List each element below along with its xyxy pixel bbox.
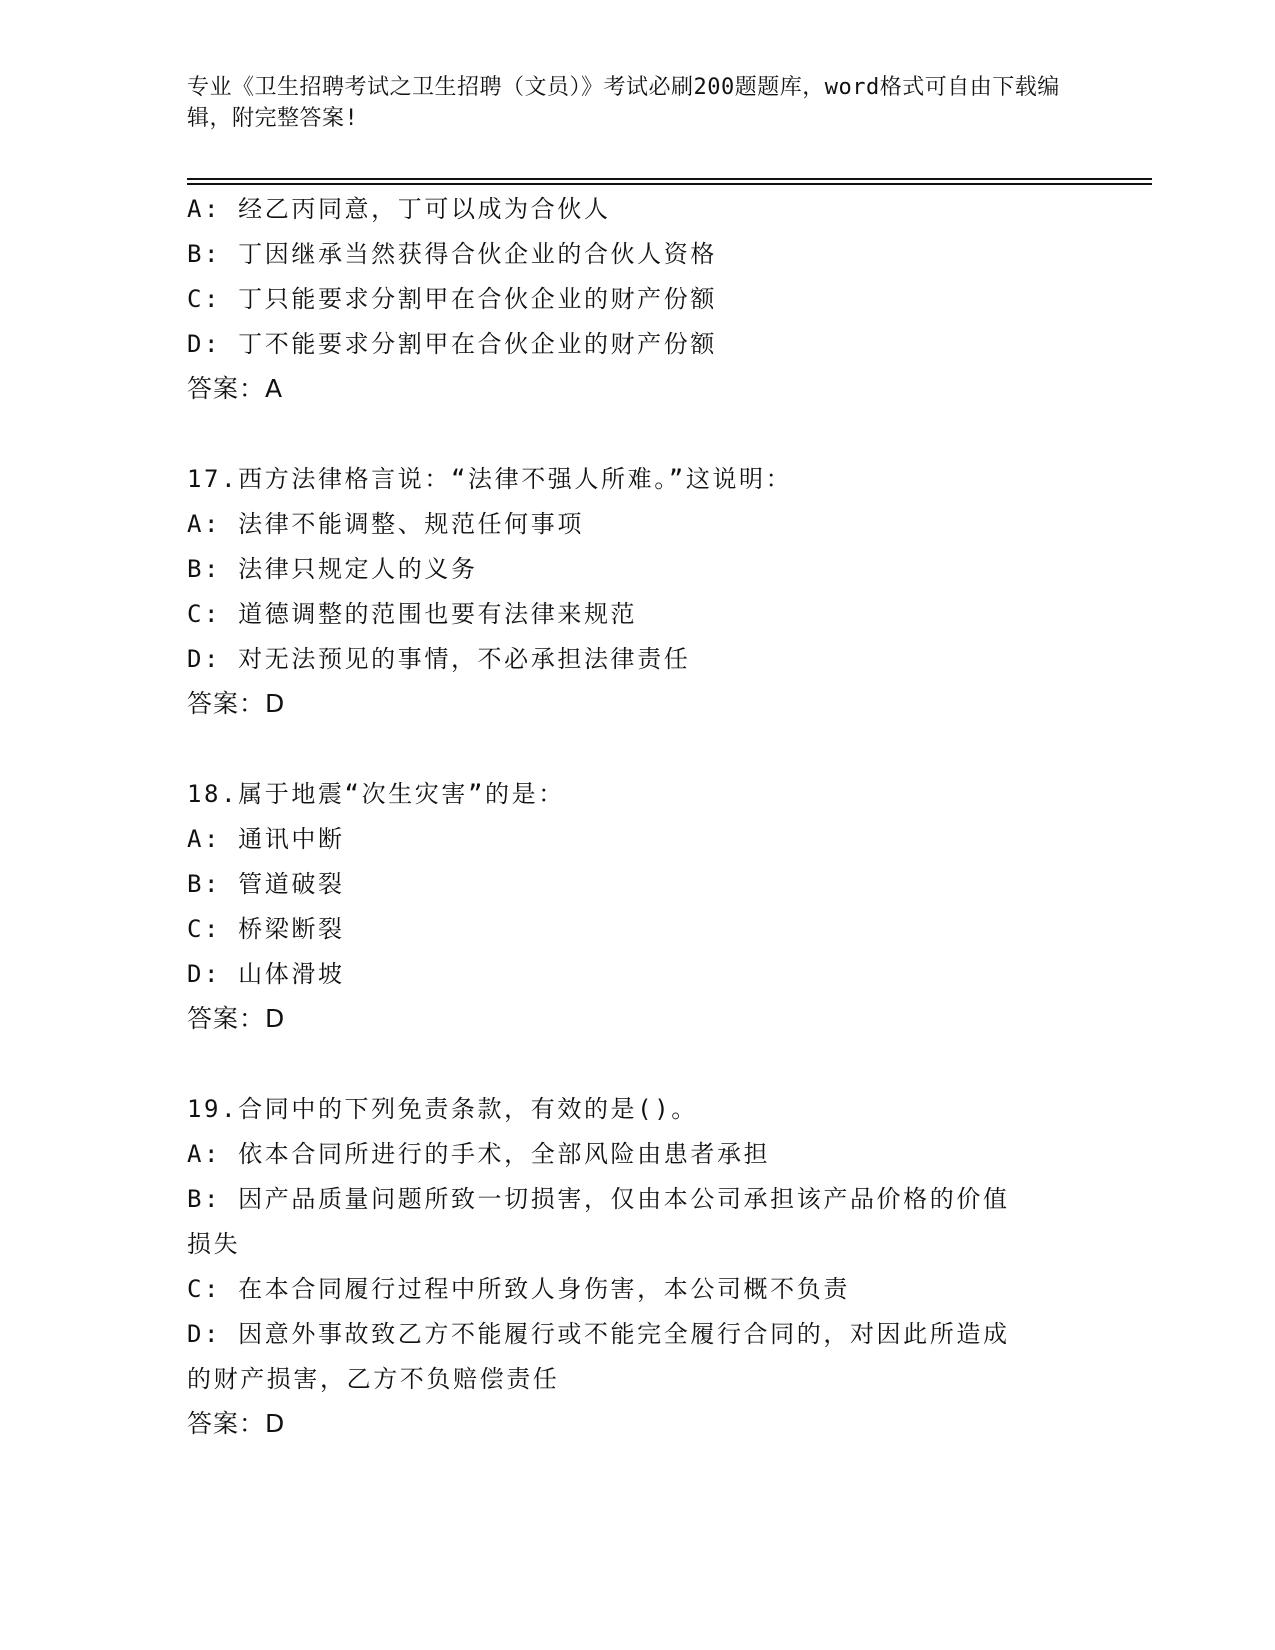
q19-option-a: A: 依本合同所进行的手术，全部风险由患者承担: [187, 1140, 771, 1168]
q19-option-c: C: 在本合同履行过程中所致人身伤害，本公司概不负责: [187, 1275, 850, 1303]
q19-option-b: B: 因产品质量问题所致一切损害，仅由本公司承担该产品价格的价值: [187, 1185, 1010, 1213]
q16-option-c: C: 丁只能要求分割甲在合伙企业的财产份额: [187, 285, 717, 313]
q17-option-c: C: 道德调整的范围也要有法律来规范: [187, 600, 638, 628]
q18-option-c: C: 桥梁断裂: [187, 915, 345, 943]
q17-answer: 答案：D: [187, 689, 286, 718]
header-rule-bottom: [187, 183, 1152, 185]
q16-option-b: B: 丁因继承当然获得合伙企业的合伙人资格: [187, 240, 717, 268]
q17-option-a: A: 法律不能调整、规范任何事项: [187, 510, 584, 538]
q19-option-b-continued: 损失: [187, 1230, 241, 1258]
q17-option-b: B: 法律只规定人的义务: [187, 555, 478, 583]
q17-option-d: D: 对无法预见的事情，不必承担法律责任: [187, 645, 691, 673]
q19-answer: 答案：D: [187, 1409, 286, 1438]
q18-option-d: D: 山体滑坡: [187, 960, 345, 988]
q16-option-a: A: 经乙丙同意，丁可以成为合伙人: [187, 195, 611, 223]
header-rule-top: [187, 178, 1152, 180]
q19-stem: 19.合同中的下列免责条款，有效的是()。: [187, 1095, 698, 1123]
q18-answer: 答案：D: [187, 1004, 286, 1033]
q18-option-a: A: 通讯中断: [187, 825, 345, 853]
q18-stem: 18.属于地震“次生灾害”的是：: [187, 780, 565, 808]
q16-answer: 答案：A: [187, 374, 284, 403]
q18-option-b: B: 管道破裂: [187, 870, 345, 898]
q19-option-d-continued: 的财产损害，乙方不负赔偿责任: [187, 1365, 560, 1393]
q19-option-d: D: 因意外事故致乙方不能履行或不能完全履行合同的，对因此所造成: [187, 1320, 1010, 1348]
q17-stem: 17.西方法律格言说：“法律不强人所难。”这说明：: [187, 465, 793, 493]
q16-option-d: D: 丁不能要求分割甲在合伙企业的财产份额: [187, 330, 717, 358]
document-header: 专业《卫生招聘考试之卫生招聘（文员）》考试必刷200题题库，word格式可自由下载编辑，附完整答案!: [187, 75, 1060, 131]
